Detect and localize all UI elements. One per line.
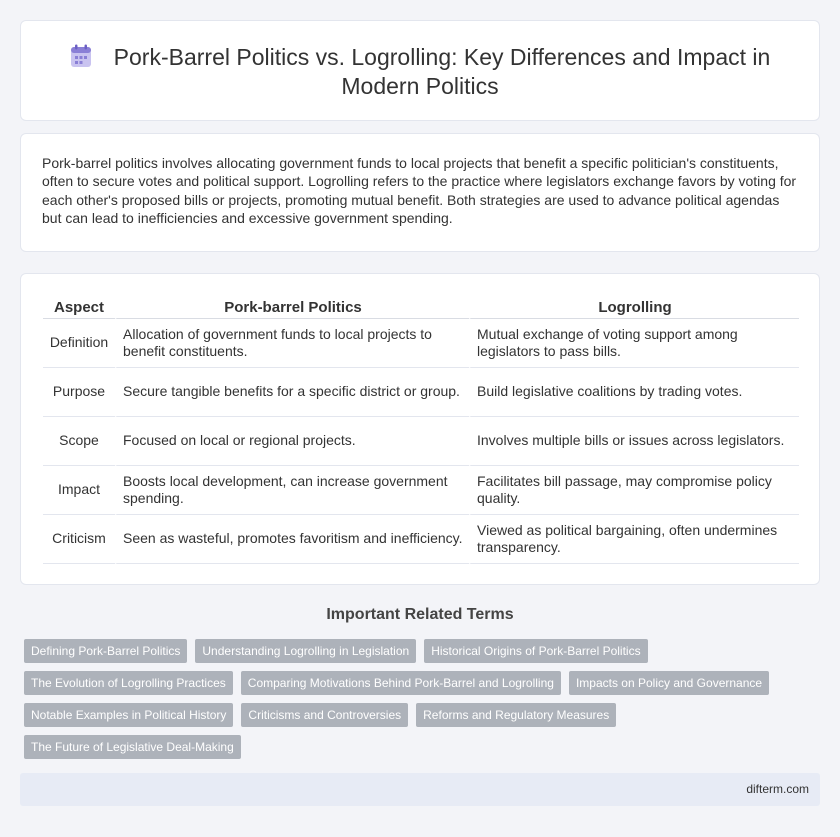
table-header-row [43, 295, 799, 319]
row-logrolling: Viewed as political bargaining, often undermines transparency. [469, 515, 799, 564]
header-aspect: Aspect [43, 295, 115, 319]
footer [20, 773, 820, 806]
row-aspect: Impact [43, 466, 115, 515]
row-pork-barrel: Allocation of government funds to local projects to benefit constituents. [115, 319, 469, 368]
row-logrolling: Involves multiple bills or issues across legislators. [469, 417, 799, 466]
row-logrolling: Mutual exchange of voting support among legislators to pass bills. [469, 319, 799, 368]
related-term-tag[interactable]: Defining Pork-Barrel Politics [24, 639, 187, 663]
row-logrolling: Facilitates bill passage, may compromise policy quality. [469, 466, 799, 515]
header-card [20, 20, 820, 121]
tag-row [24, 639, 804, 663]
intro-card [20, 133, 820, 252]
tag-row [24, 703, 804, 727]
table-row [43, 417, 799, 466]
row-pork-barrel: Secure tangible benefits for a specific district or group. [115, 368, 469, 417]
related-terms-list [24, 639, 804, 767]
related-term-tag[interactable]: Historical Origins of Pork-Barrel Politics [424, 639, 647, 663]
page-title-text: Pork-Barrel Politics vs. Logrolling: Key Differences and Impact in Modern Politics [113, 44, 771, 99]
related-term-tag[interactable]: Reforms and Regulatory Measures [416, 703, 616, 727]
comparison-table [43, 295, 799, 564]
related-term-tag[interactable]: Criticisms and Controversies [241, 703, 408, 727]
related-term-tag[interactable]: Impacts on Policy and Governance [569, 671, 769, 695]
row-aspect: Definition [43, 319, 115, 368]
page-title [51, 43, 789, 101]
table-row [43, 319, 799, 368]
comparison-card [20, 273, 820, 585]
related-term-tag[interactable]: Notable Examples in Political History [24, 703, 233, 727]
table-row [43, 466, 799, 515]
related-terms-title: Important Related Terms [326, 606, 514, 623]
row-logrolling: Build legislative coalitions by trading votes. [469, 368, 799, 417]
table-row [43, 515, 799, 564]
row-pork-barrel: Boosts local development, can increase government spending. [115, 466, 469, 515]
related-term-tag[interactable]: The Evolution of Logrolling Practices [24, 671, 233, 695]
related-term-tag[interactable]: The Future of Legislative Deal-Making [24, 735, 241, 759]
intro-paragraph: Pork-barrel politics involves allocating government funds to local projects that benefit a specific politician's constituents, often to secure votes and political support. Logrolling refers to the practice where legislators exchange favors by voting for each other's proposed bills or projects, promoting mutual benefit. Both strategies are used to advance political agendas but can lead to inefficiencies and excessive government spending. [42, 155, 797, 227]
site-link[interactable]: difterm.com [746, 782, 809, 796]
header-logrolling: Logrolling [469, 295, 799, 319]
related-term-tag[interactable]: Understanding Logrolling in Legislation [195, 639, 416, 663]
row-aspect: Criticism [43, 515, 115, 564]
row-pork-barrel: Focused on local or regional projects. [115, 417, 469, 466]
row-aspect: Scope [43, 417, 115, 466]
header-pork-barrel: Pork-barrel Politics [115, 295, 469, 319]
row-pork-barrel: Seen as wasteful, promotes favoritism and inefficiency. [115, 515, 469, 564]
related-term-tag[interactable]: Comparing Motivations Behind Pork-Barrel and Logrolling [241, 671, 561, 695]
table-row [43, 368, 799, 417]
tag-row [24, 671, 804, 695]
tag-row [24, 735, 804, 759]
document-icon [70, 44, 92, 68]
row-aspect: Purpose [43, 368, 115, 417]
